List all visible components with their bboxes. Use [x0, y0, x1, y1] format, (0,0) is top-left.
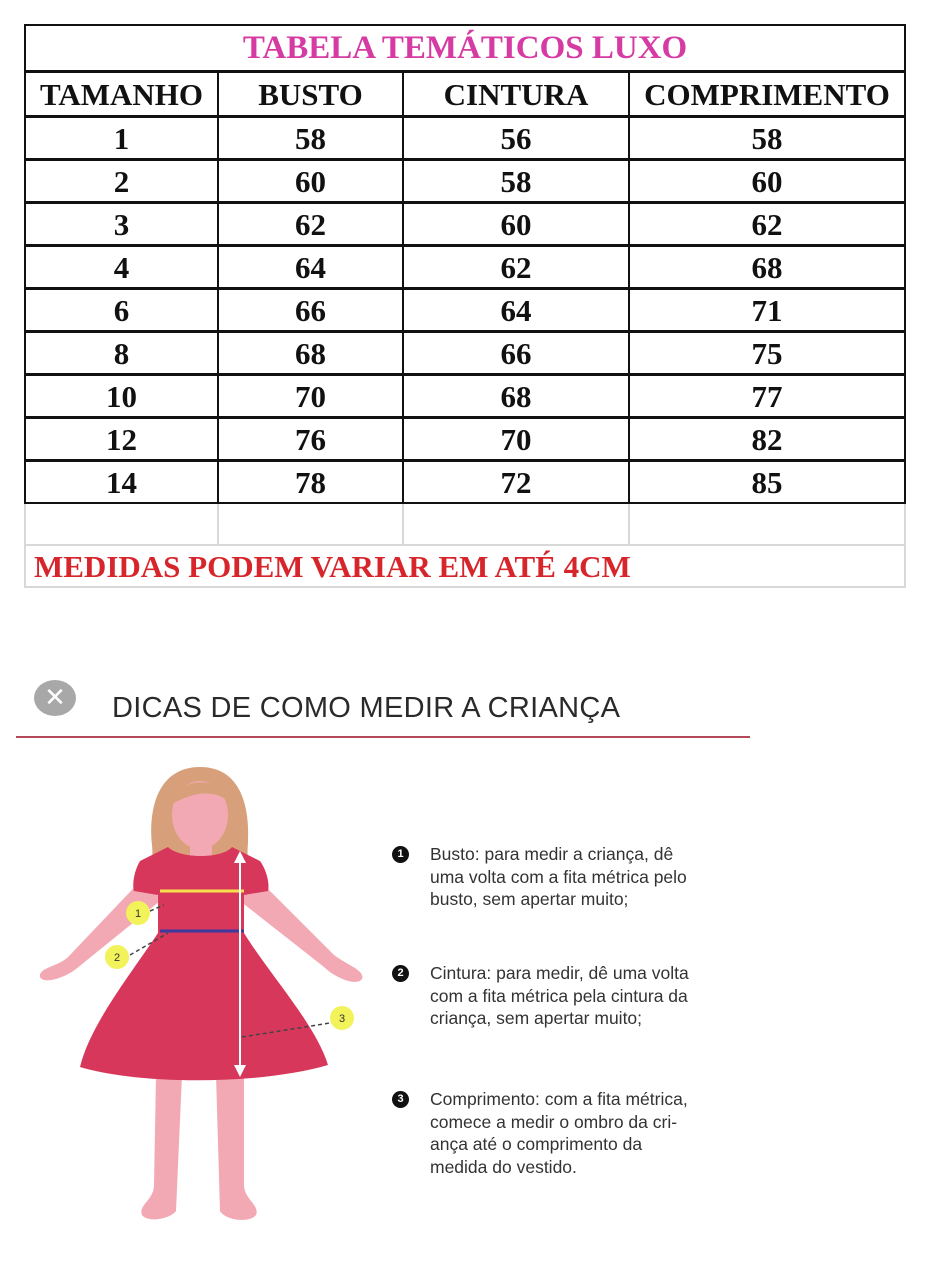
cell-busto: 78 — [218, 461, 403, 504]
cell-cintura: 62 — [403, 246, 629, 289]
table-row — [25, 461, 905, 504]
table-row — [25, 289, 905, 332]
table-title: TABELA TEMÁTICOS LUXO — [25, 25, 905, 72]
cell-cintura: 56 — [403, 117, 629, 160]
cell-busto: 58 — [218, 117, 403, 160]
table-row — [25, 246, 905, 289]
tips-divider — [16, 736, 750, 738]
marker-2-label: 2 — [113, 952, 121, 964]
tip-text: Busto: para medir a criança, dê uma volta com a fita métrica pelo busto, sem apertar muito; — [430, 844, 687, 909]
cell-tamanho: 3 — [25, 203, 218, 246]
header-tamanho: TAMANHO — [25, 72, 218, 117]
table-note-row — [25, 545, 905, 587]
tip-text: Cintura: para medir, dê uma volta com a fita métrica pela cintura da criança, sem apertar muito; — [430, 963, 689, 1028]
cell-tamanho: 8 — [25, 332, 218, 375]
cell-busto: 60 — [218, 160, 403, 203]
table-header-row — [25, 72, 905, 117]
cell-comprimento: 71 — [629, 289, 905, 332]
tips-title: DICAS DE COMO MEDIR A CRIANÇA — [112, 692, 621, 724]
cell-comprimento: 68 — [629, 246, 905, 289]
close-icon[interactable]: ✕ — [34, 680, 76, 716]
cell-busto: 62 — [218, 203, 403, 246]
table-row — [25, 203, 905, 246]
cell-busto: 64 — [218, 246, 403, 289]
cell-cintura: 66 — [403, 332, 629, 375]
cell-tamanho: 4 — [25, 246, 218, 289]
cell-cintura: 68 — [403, 375, 629, 418]
empty-cell — [403, 503, 629, 545]
cell-cintura: 60 — [403, 203, 629, 246]
size-table — [24, 24, 906, 588]
child-measurement-figure — [30, 755, 370, 1235]
right-leg-shape — [216, 1075, 257, 1220]
cell-comprimento: 77 — [629, 375, 905, 418]
header-busto: BUSTO — [218, 72, 403, 117]
cell-comprimento: 82 — [629, 418, 905, 461]
cell-cintura: 72 — [403, 461, 629, 504]
cell-comprimento: 62 — [629, 203, 905, 246]
cell-tamanho: 14 — [25, 461, 218, 504]
marker-3-label: 3 — [338, 1013, 346, 1025]
cell-cintura: 58 — [403, 160, 629, 203]
table-row — [25, 160, 905, 203]
tip-waist — [392, 962, 752, 1030]
cell-tamanho: 6 — [25, 289, 218, 332]
empty-cell — [629, 503, 905, 545]
table-row — [25, 375, 905, 418]
table-row — [25, 418, 905, 461]
empty-cell — [218, 503, 403, 545]
tip-text: Comprimento: com a fita métrica, comece a medir o ombro da cri- ança até o comprimento da medida do vestido. — [430, 1089, 688, 1177]
table-row — [25, 332, 905, 375]
table-title-row — [25, 25, 905, 72]
header-comprimento: COMPRIMENTO — [629, 72, 905, 117]
left-leg-shape — [141, 1075, 182, 1219]
measurement-variance-note: MEDIDAS PODEM VARIAR EM ATÉ 4CM — [25, 545, 905, 587]
cell-cintura: 64 — [403, 289, 629, 332]
cell-comprimento: 75 — [629, 332, 905, 375]
cell-tamanho: 2 — [25, 160, 218, 203]
cell-cintura: 70 — [403, 418, 629, 461]
cell-busto: 68 — [218, 332, 403, 375]
cell-comprimento: 85 — [629, 461, 905, 504]
cell-tamanho: 12 — [25, 418, 218, 461]
cell-busto: 70 — [218, 375, 403, 418]
cell-comprimento: 60 — [629, 160, 905, 203]
empty-cell — [25, 503, 218, 545]
cell-tamanho: 10 — [25, 375, 218, 418]
tip-length — [392, 1088, 752, 1178]
tip-number-icon: 3 — [392, 1091, 409, 1108]
table-row — [25, 117, 905, 160]
cell-busto: 76 — [218, 418, 403, 461]
cell-busto: 66 — [218, 289, 403, 332]
cell-tamanho: 1 — [25, 117, 218, 160]
tip-number-icon: 1 — [392, 846, 409, 863]
cell-comprimento: 58 — [629, 117, 905, 160]
marker-1-label: 1 — [134, 908, 142, 920]
tip-bust — [392, 843, 752, 911]
header-cintura: CINTURA — [403, 72, 629, 117]
tip-number-icon: 2 — [392, 965, 409, 982]
table-empty-row — [25, 503, 905, 545]
